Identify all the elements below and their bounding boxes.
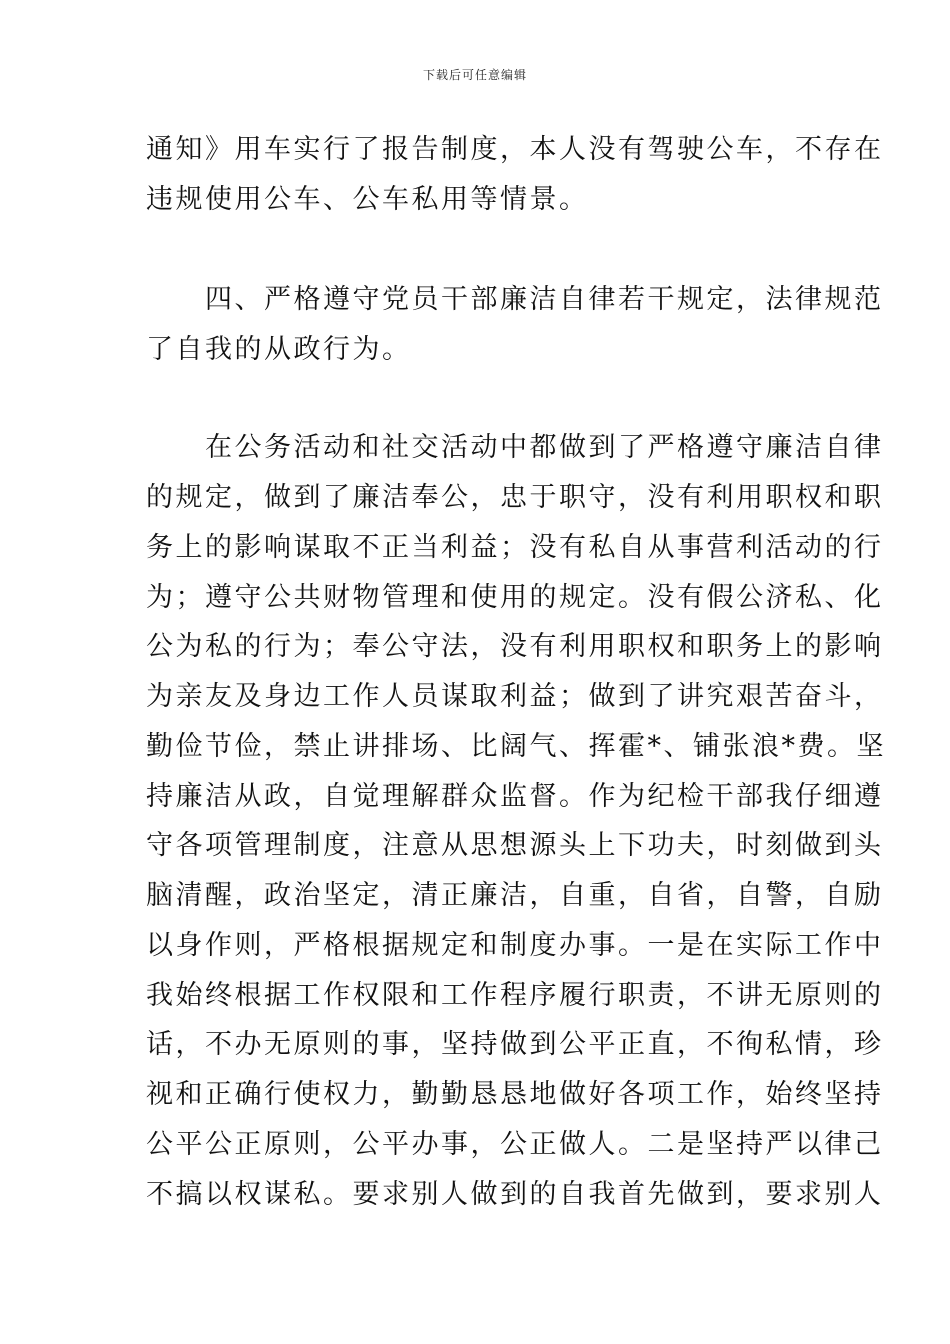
body-line: 视和正确行使权力，勤勤恳恳地做好各项工作，始终坚持 xyxy=(146,1079,884,1110)
body-line: 为；遵守公共财物管理和使用的规定。没有假公济私、化 xyxy=(146,582,884,613)
section-heading-line: 了自我的从政行为。 xyxy=(146,334,412,365)
body-line: 违规使用公车、公车私用等情景。 xyxy=(146,184,589,215)
body-line: 通知》用车实行了报告制度，本人没有驾驶公车，不存在 xyxy=(146,134,884,165)
body-line: 公平公正原则，公平办事，公正做人。二是坚持严以律己 xyxy=(146,1129,884,1160)
body-line: 脑清醒，政治坚定，清正廉洁，自重，自省，自警，自励 xyxy=(146,880,884,911)
body-line: 务上的影响谋取不正当利益；没有私自从事营利活动的行 xyxy=(146,532,884,563)
section-heading-line: 四、严格遵守党员干部廉洁自律若干规定，法律规范 xyxy=(146,284,884,315)
body-line: 公为私的行为；奉公守法，没有利用职权和职务上的影响 xyxy=(146,631,884,662)
body-line: 不搞以权谋私。要求别人做到的自我首先做到，要求别人 xyxy=(146,1179,884,1210)
body-line: 的规定，做到了廉洁奉公，忠于职守，没有利用职权和职 xyxy=(146,482,884,513)
body-line: 勤俭节俭，禁止讲排场、比阔气、挥霍*、铺张浪*费。坚 xyxy=(146,731,886,762)
body-line: 话，不办无原则的事，坚持做到公平正直，不徇私情，珍 xyxy=(146,1029,884,1060)
body-line: 以身作则，严格根据规定和制度办事。一是在实际工作中 xyxy=(146,930,884,961)
body-line: 为亲友及身边工作人员谋取利益；做到了讲究艰苦奋斗， xyxy=(146,681,884,712)
body-line: 我始终根据工作权限和工作程序履行职责，不讲无原则的 xyxy=(146,980,884,1011)
body-line: 守各项管理制度，注意从思想源头上下功夫，时刻做到头 xyxy=(146,830,884,861)
body-line: 在公务活动和社交活动中都做到了严格遵守廉洁自律 xyxy=(146,432,884,463)
body-line: 持廉洁从政，自觉理解群众监督。作为纪检干部我仔细遵 xyxy=(146,781,884,812)
page-header: 下载后可任意编辑 xyxy=(422,68,527,82)
